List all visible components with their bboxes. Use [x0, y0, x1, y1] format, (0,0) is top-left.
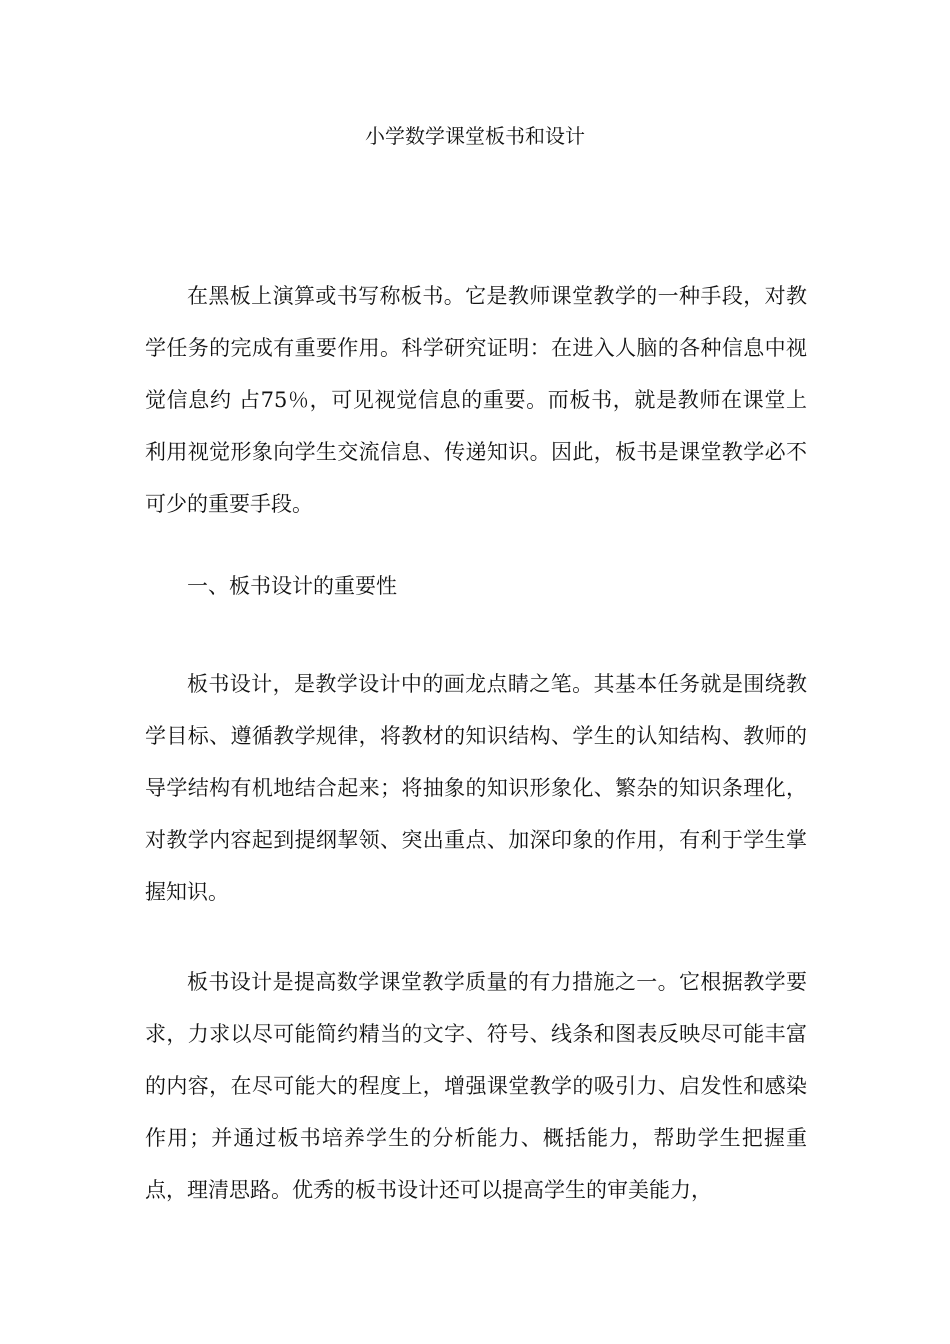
paragraph-intro: 在黑板上演算或书写称板书。它是教师课堂教学的一种手段，对教学任务的完成有重要作用。科学研究证明：在进入人脑的各种信息中视觉信息约 占75％，可见视觉信息的重要。而板书，就是教师在课堂上利用视觉形象向学生交流信息、传递知识。因此，板书是课堂教学必不可少的重要手段。: [145, 284, 807, 516]
paragraph-board-design-role: 板书设计，是教学设计中的画龙点睛之笔。其基本任务就是围绕教学目标、遵循教学规律，将教材的知识结构、学生的认知结构、教师的导学结构有机地结合起来；将抽象的知识形象化、繁杂的知识条理化，对教学内容起到提纲挈领、突出重点、加深印象的作用，有利于学生掌握知识。: [145, 672, 807, 904]
paragraph-board-design-quality: 板书设计是提高数学课堂教学质量的有力措施之一。它根据教学要求，力求以尽可能简约精当的文字、符号、线条和图表反映尽可能丰富的内容，在尽可能大的程度上，增强课堂教学的吸引力、启发性和感染作用；并通过板书培养学生的分析能力、概括能力，帮助学生把握重点，理清思路。优秀的板书设计还可以提高学生的审美能力，: [145, 970, 807, 1202]
document-title: 小学数学课堂板书和设计: [365, 124, 585, 148]
section-heading-importance: 一、板书设计的重要性: [187, 574, 397, 598]
